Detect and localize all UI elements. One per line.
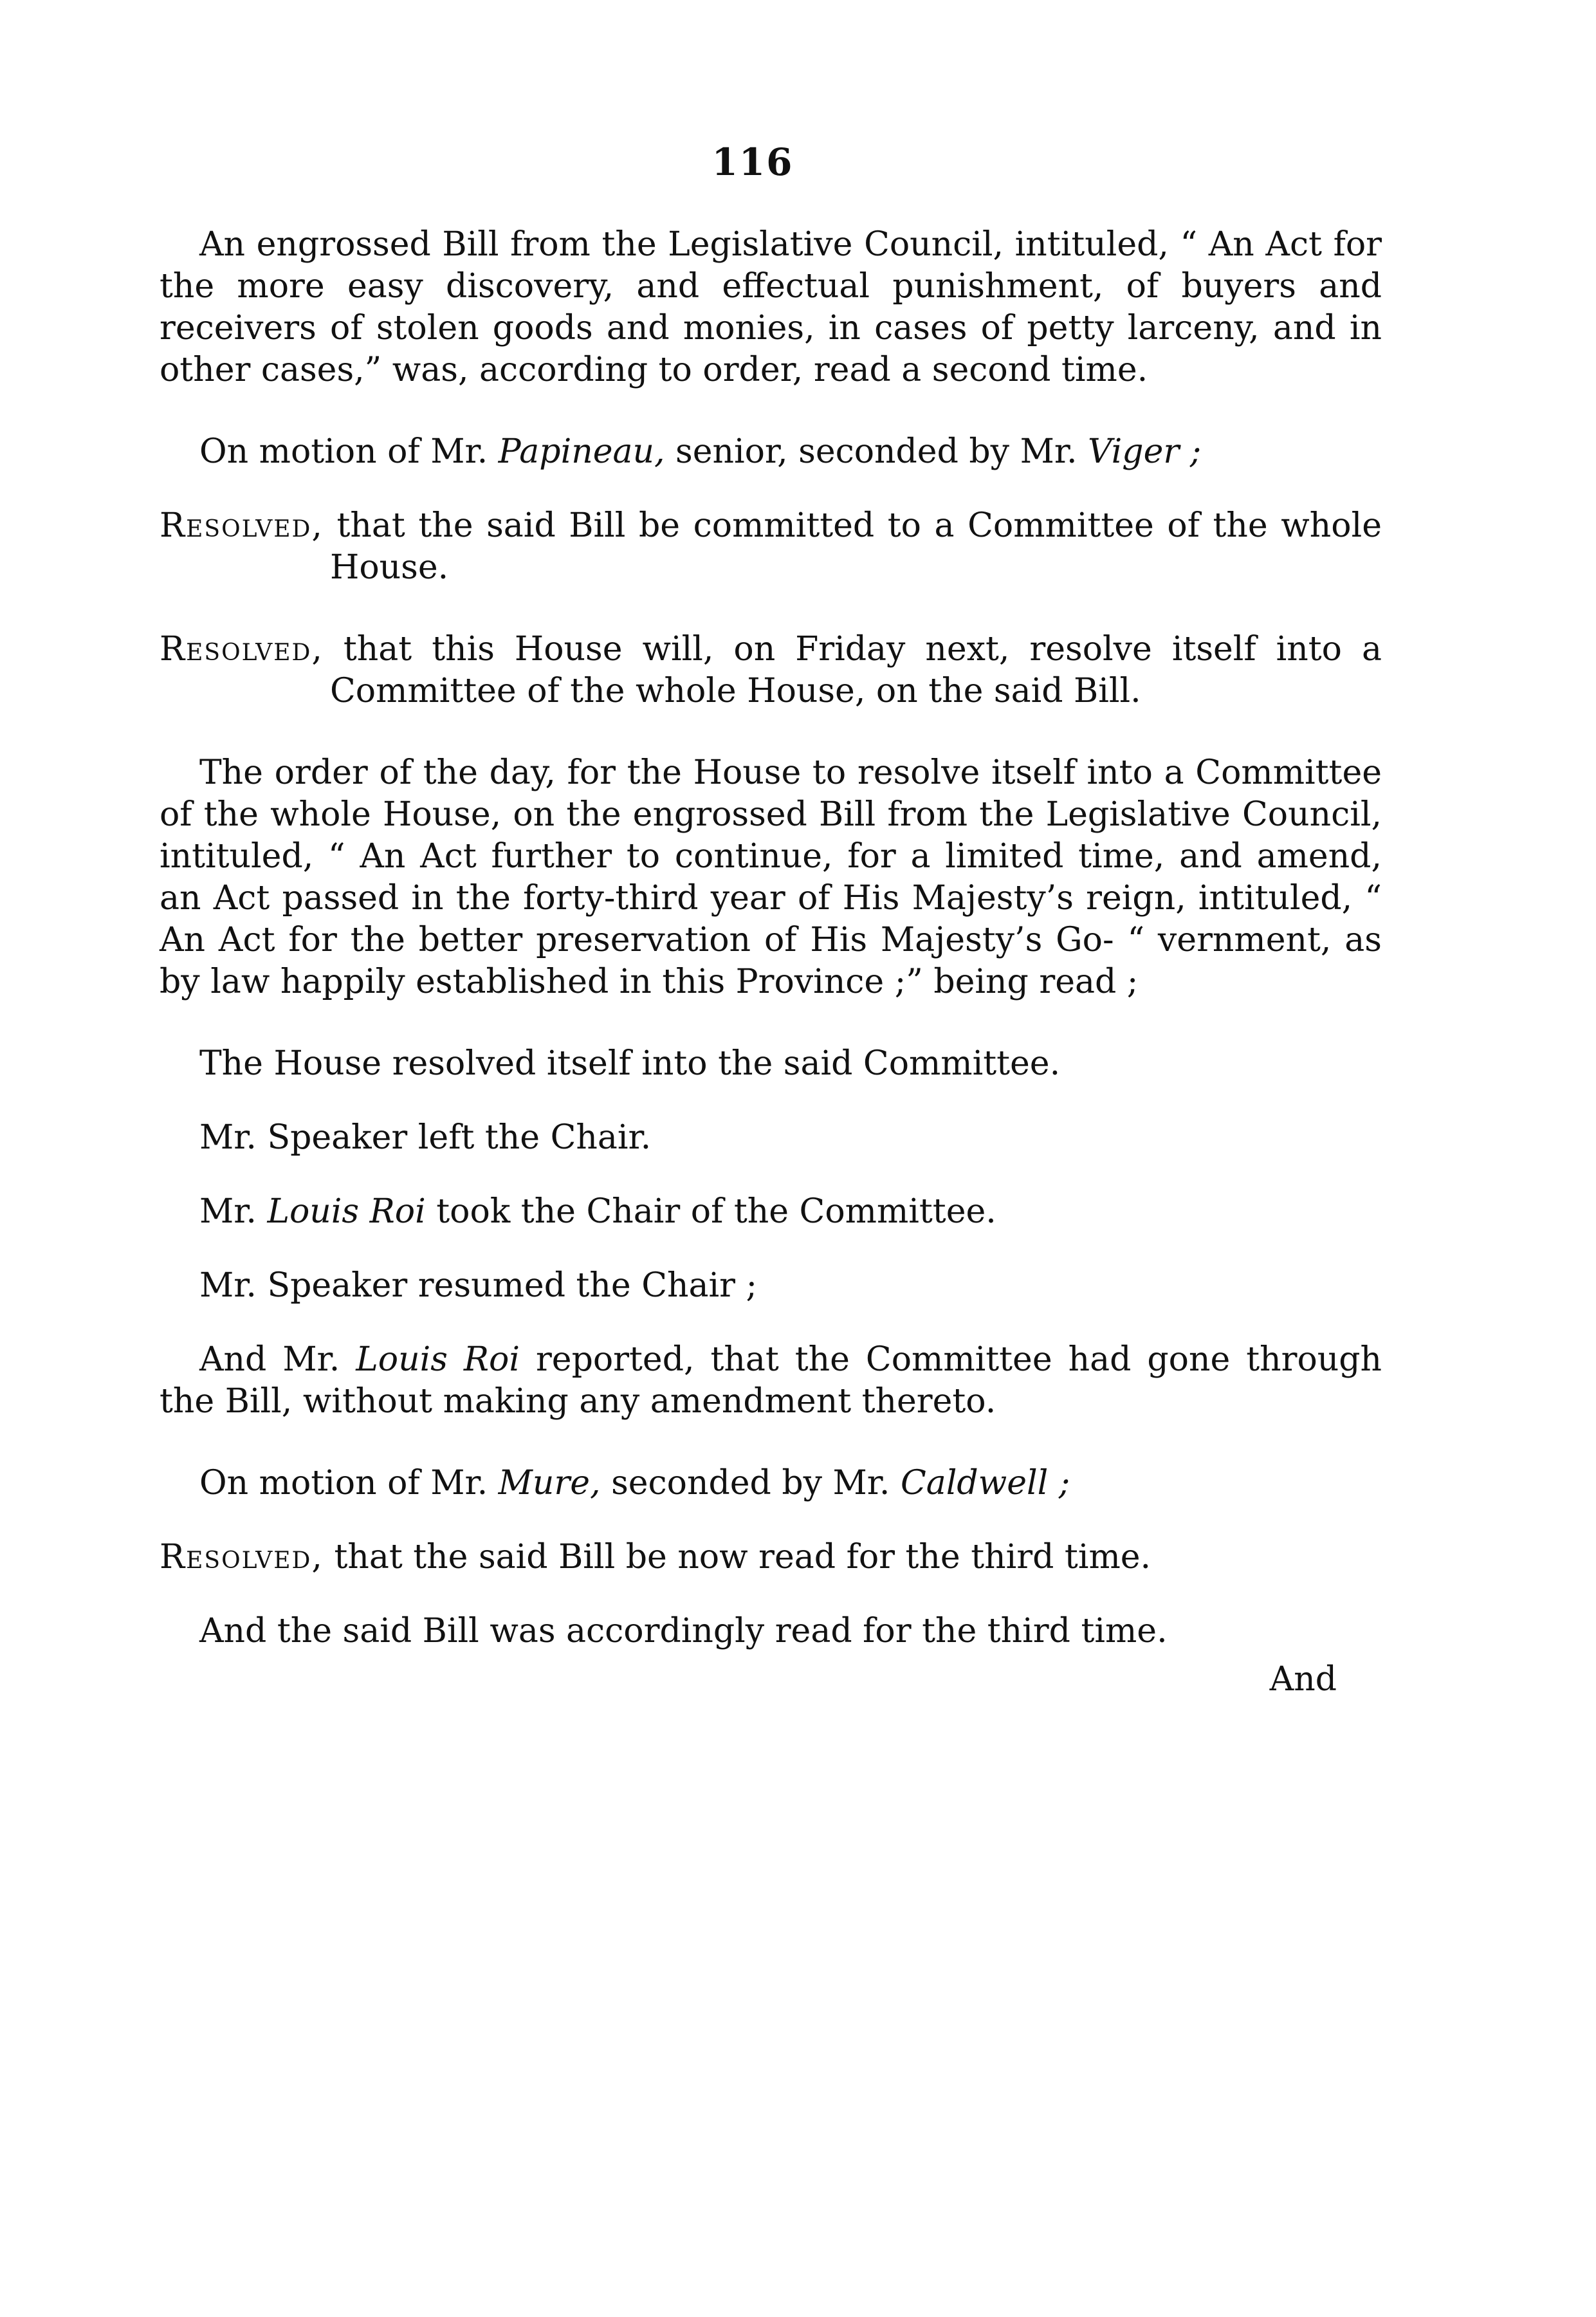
paragraph-roi-reported bbox=[160, 1339, 1382, 1423]
paragraph-speaker-left bbox=[160, 1117, 1382, 1159]
paragraph-engrossed-bill-second-reading bbox=[160, 224, 1382, 391]
resolved-label: Resolved, bbox=[160, 630, 324, 669]
seconder-name: Caldwell ; bbox=[901, 1464, 1070, 1502]
paragraph-text: The House resolved itself into the said Committee. bbox=[199, 1044, 1061, 1083]
paragraph-motion-mure bbox=[160, 1463, 1382, 1504]
paragraph-resolved-third-time bbox=[160, 1537, 1382, 1578]
paragraph-text: reported, that the Committee had gone through the Bill, without making any amendment thereto. bbox=[160, 1340, 1382, 1421]
mover-name: Papineau, bbox=[498, 432, 665, 471]
member-name: Louis Roi bbox=[356, 1340, 520, 1379]
catchword: And bbox=[1269, 1660, 1337, 1699]
paragraph-text: that this House will, on Friday next, resolve itself into a Committee of the whole House, on the said Bill. bbox=[323, 630, 1382, 710]
paragraph-prefix: Mr. bbox=[199, 1192, 268, 1231]
mover-name: Mure, bbox=[498, 1464, 601, 1502]
resolved-label: Resolved, bbox=[160, 1538, 324, 1576]
paragraph-prefix: And Mr. bbox=[199, 1340, 356, 1379]
paragraph-resolved-friday bbox=[160, 629, 1382, 712]
paragraph-text: Mr. Speaker left the Chair. bbox=[199, 1118, 652, 1157]
paragraph-text: took the Chair of the Committee. bbox=[425, 1192, 996, 1231]
motion-middle: senior, seconded by Mr. bbox=[665, 432, 1088, 471]
paragraph-order-of-the-day bbox=[160, 752, 1382, 1003]
seconder-name: Viger ; bbox=[1088, 432, 1202, 471]
paragraph-read-third-time bbox=[160, 1611, 1382, 1652]
paragraph-house-resolved bbox=[160, 1043, 1382, 1085]
paragraph-text: The order of the day, for the House to resolve itself into a Committee of the whole House, on the engrossed Bill from the Legislative Council, intituled, “ An Act further to continue, for a limited time, and amend, an Act passed in the forty-third year of His Majesty’s reign, intituled, “ An Act for the better preservation of His Majesty’s Go- “ vernment, as by law happily established in this Province ;” being read ; bbox=[160, 753, 1382, 1001]
paragraph-resolved-committed bbox=[160, 505, 1382, 589]
page-body bbox=[160, 224, 1382, 1701]
motion-prefix: On motion of Mr. bbox=[199, 432, 499, 471]
paragraph-speaker-resumed bbox=[160, 1265, 1382, 1307]
motion-prefix: On motion of Mr. bbox=[199, 1464, 499, 1502]
paragraph-text: An engrossed Bill from the Legislative Council, intituled, “ An Act for the more easy discovery, and effectual punishment, of buyers and receivers of stolen goods and monies, in cases of petty larceny, and in other cases,” was, according to order, read a second time. bbox=[160, 225, 1382, 389]
member-name: Louis Roi bbox=[267, 1192, 426, 1231]
paragraph-text: that the said Bill be committed to a Committee of the whole House. bbox=[323, 506, 1382, 587]
motion-middle: seconded by Mr. bbox=[600, 1464, 901, 1502]
paragraph-motion-papineau bbox=[160, 431, 1382, 473]
paragraph-text: that the said Bill be now read for the third time. bbox=[323, 1538, 1151, 1576]
paragraph-roi-took-chair bbox=[160, 1191, 1382, 1233]
page-number: 116 bbox=[711, 140, 794, 184]
paragraph-text: Mr. Speaker resumed the Chair ; bbox=[199, 1266, 758, 1305]
resolved-label: Resolved, bbox=[160, 506, 324, 545]
paragraph-text: And the said Bill was accordingly read for the third time. bbox=[199, 1612, 1168, 1650]
